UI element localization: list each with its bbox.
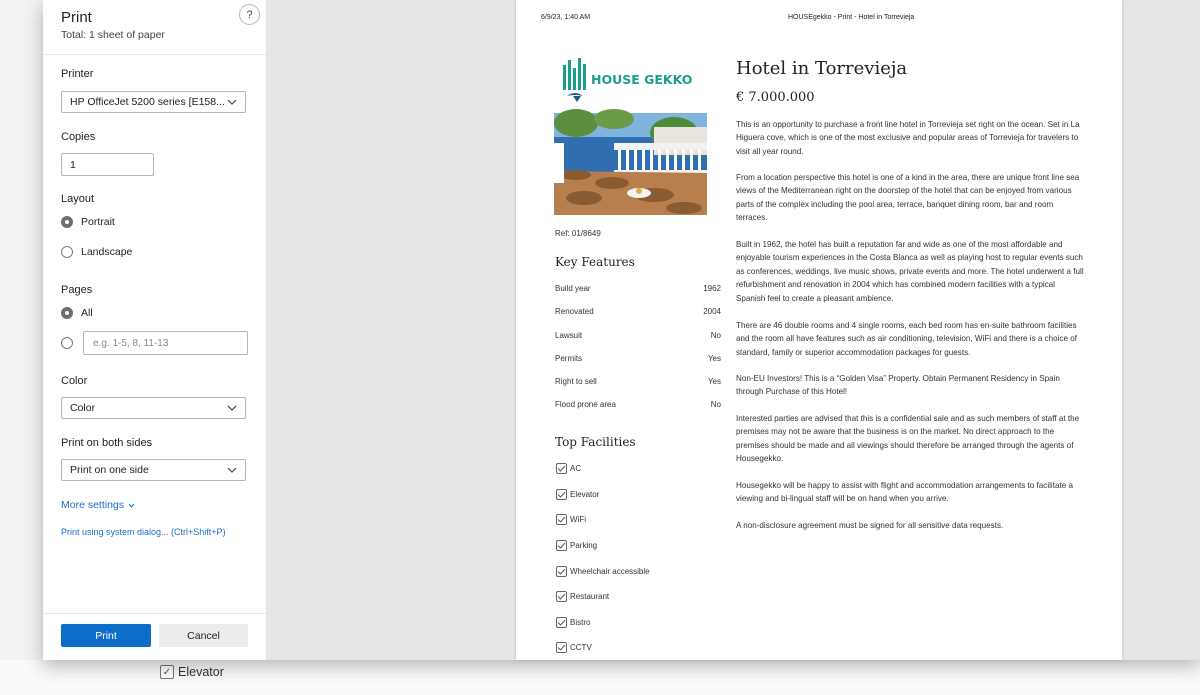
dialog-title: Print xyxy=(61,9,92,26)
printer-select[interactable] xyxy=(61,91,246,113)
facility-item xyxy=(556,489,599,500)
checkbox-icon: ✓ xyxy=(160,665,174,679)
print-settings-panel xyxy=(43,0,267,660)
facility-label: WiFi xyxy=(570,515,586,524)
divider xyxy=(43,613,266,614)
layout-landscape-label: Landscape xyxy=(81,246,133,258)
feature-row xyxy=(555,331,721,340)
chevron-down-icon xyxy=(227,467,237,473)
layout-landscape-option[interactable] xyxy=(61,246,132,258)
radio-selected-icon[interactable] xyxy=(61,307,73,319)
pages-label: Pages xyxy=(61,284,93,296)
printer-value: HP OfficeJet 5200 series [E158... xyxy=(70,96,225,108)
preview-header-date: 6/9/23, 1:40 AM xyxy=(541,14,591,21)
description-paragraph xyxy=(736,319,1086,359)
hotel-terrace-photo xyxy=(554,113,707,215)
checkbox-icon xyxy=(556,463,567,474)
feature-label: Flood prone area xyxy=(555,400,616,409)
description-paragraph xyxy=(736,479,1086,506)
key-features-heading: Key Features xyxy=(555,255,635,269)
facility-label: Parking xyxy=(570,541,598,550)
feature-label: Right to sell xyxy=(555,377,597,386)
feature-label: Permits xyxy=(555,354,583,363)
facility-item xyxy=(556,540,597,551)
duplex-select[interactable] xyxy=(61,459,246,481)
facility-item xyxy=(556,514,586,525)
description-text: Non-EU Investors! This is a “Golden Visa” Property. Obtain Permanent Residency in Spain through Purchase of this Hotel! xyxy=(736,374,1060,397)
facility-item xyxy=(556,566,650,577)
print-button[interactable]: Print xyxy=(61,624,151,647)
listing-price: € 7.000.000 xyxy=(736,90,815,105)
print-preview-page xyxy=(516,0,1122,660)
feature-row xyxy=(555,377,721,386)
house-gekko-logo xyxy=(555,56,693,104)
feature-label: Renovated xyxy=(555,307,594,316)
checkbox-icon xyxy=(556,591,567,602)
layout-label: Layout xyxy=(61,193,95,205)
description-text: Housegekko will be happy to assist with flight and accommodation arrangements to facilitate a viewing and bi-lingual staff will be on hand when you arrive. xyxy=(736,481,1073,504)
facility-label: CCTV xyxy=(570,643,592,652)
printer-label: Printer xyxy=(61,68,94,80)
background-facility-label: Elevator xyxy=(178,665,224,679)
system-dialog-link[interactable]: Print using system dialog... (Ctrl+Shift+P) xyxy=(61,527,226,537)
facility-item xyxy=(556,617,590,628)
color-label: Color xyxy=(61,375,88,387)
feature-value: 2004 xyxy=(703,307,721,316)
description-paragraph xyxy=(736,412,1086,466)
description-text: This is an opportunity to purchase a front line hotel in Torrevieja set right on the ocean. Set in La Higuera cove, which is one of the most exclusive and popular areas of Torrevieja for travelers to visit all year round. xyxy=(736,120,1080,156)
description-paragraph xyxy=(736,372,1086,399)
feature-row xyxy=(555,284,721,293)
feature-label: Lawsuit xyxy=(555,331,583,340)
description-paragraph xyxy=(736,519,1086,532)
preview-header-title: HOUSEgekko - Print - Hotel in Torrevieja xyxy=(788,14,915,21)
radio-icon[interactable] xyxy=(61,246,73,258)
radio-selected-icon[interactable] xyxy=(61,216,73,228)
description-paragraph xyxy=(736,118,1086,158)
checkbox-icon xyxy=(556,540,567,551)
chevron-down-icon xyxy=(227,99,237,105)
help-button[interactable]: ? xyxy=(239,4,260,25)
description-text: From a location perspective this hotel is one of a kind in the area, there are unique front line sea views of the Mediterranean right on the doorstep of the hotel that can be enjoyed from various parts of the complex including the pool area, terrace, banquet dining room, bar and room terraces. xyxy=(736,173,1080,223)
facility-label: AC xyxy=(570,464,582,473)
description-paragraph xyxy=(736,171,1086,225)
checkbox-icon xyxy=(556,489,567,500)
description-text: A non-disclosure agreement must be signed for all sensitive data requests. xyxy=(736,521,1004,530)
sheet-count: Total: 1 sheet of paper xyxy=(61,29,165,41)
copies-label: Copies xyxy=(61,131,96,143)
facility-label: Bistro xyxy=(570,618,591,627)
chevron-down-icon xyxy=(227,405,237,411)
checkbox-icon xyxy=(556,514,567,525)
background-facility-elevator xyxy=(160,665,224,679)
feature-label: Build year xyxy=(555,284,591,293)
logo-text: HOUSE GEKKO xyxy=(591,72,693,87)
color-value: Color xyxy=(70,402,96,414)
feature-value: 1962 xyxy=(703,284,721,293)
feature-value: Yes xyxy=(707,377,721,386)
feature-value: Yes xyxy=(707,354,721,363)
description-text: Interested parties are advised that this is a confidential sale and as such members of staff at the premises may not be aware that the business is on the market. No direct approach to the premises should be made and all viewings should therefore be arranged through the agents of Housegekko. xyxy=(736,414,1080,464)
feature-value: No xyxy=(710,400,721,409)
radio-icon[interactable] xyxy=(61,337,73,349)
facility-item xyxy=(556,642,592,653)
pages-custom-input[interactable]: e.g. 1-5, 8, 11-13 xyxy=(83,331,248,355)
top-facilities-heading: Top Facilities xyxy=(555,435,636,449)
facility-label: Elevator xyxy=(570,490,600,499)
more-settings-link[interactable] xyxy=(61,499,135,511)
pages-all-label: All xyxy=(81,307,93,319)
listing-title: Hotel in Torrevieja xyxy=(736,58,908,79)
feature-row xyxy=(555,400,721,409)
underlying-page-edge xyxy=(0,0,43,660)
pages-custom-option[interactable] xyxy=(61,337,73,349)
facility-item xyxy=(556,591,609,602)
checkbox-icon xyxy=(556,642,567,653)
pages-all-option[interactable] xyxy=(61,307,93,319)
cancel-button[interactable]: Cancel xyxy=(159,624,248,647)
feature-row xyxy=(555,307,721,316)
facility-item xyxy=(556,463,581,474)
copies-input[interactable]: 1 xyxy=(61,153,154,176)
divider xyxy=(43,54,266,55)
chevron-down-icon xyxy=(128,503,135,508)
layout-portrait-option[interactable] xyxy=(61,216,115,228)
description-text: There are 46 double rooms and 4 single rooms, each bed room has en-suite bathroom facilities and the room all have features such as air conditioning, television, WiFi and there is a choice of standard, family or superior accommodation packages for guests. xyxy=(736,321,1078,357)
checkbox-icon xyxy=(556,617,567,628)
layout-portrait-label: Portrait xyxy=(81,216,115,228)
more-settings-label: More settings xyxy=(61,499,125,511)
feature-value: No xyxy=(710,331,721,340)
facility-label: Restaurant xyxy=(570,592,610,601)
print-dialog xyxy=(43,0,1200,660)
feature-row xyxy=(555,354,721,363)
checkbox-icon xyxy=(556,566,567,577)
duplex-label: Print on both sides xyxy=(61,437,153,449)
description-text: Built in 1962, the hotel has built a reputation far and wide as one of the most affordable and enjoyable tourism experiences in the Costa Blanca as well as playing host to regular events such as conferences, weddings, live music shows, private events and more. The hotel underwent a full refurbishment and renovation in 2004 which has combined modern facilities with a typical Spanish feel to create a pleasant ambience. xyxy=(736,240,1084,303)
duplex-value: Print on one side xyxy=(70,464,149,476)
description-paragraph xyxy=(736,238,1086,305)
facility-label: Wheelchair accessible xyxy=(570,567,650,576)
property-reference: Ref: 01/8649 xyxy=(555,229,601,238)
color-select[interactable] xyxy=(61,397,246,419)
